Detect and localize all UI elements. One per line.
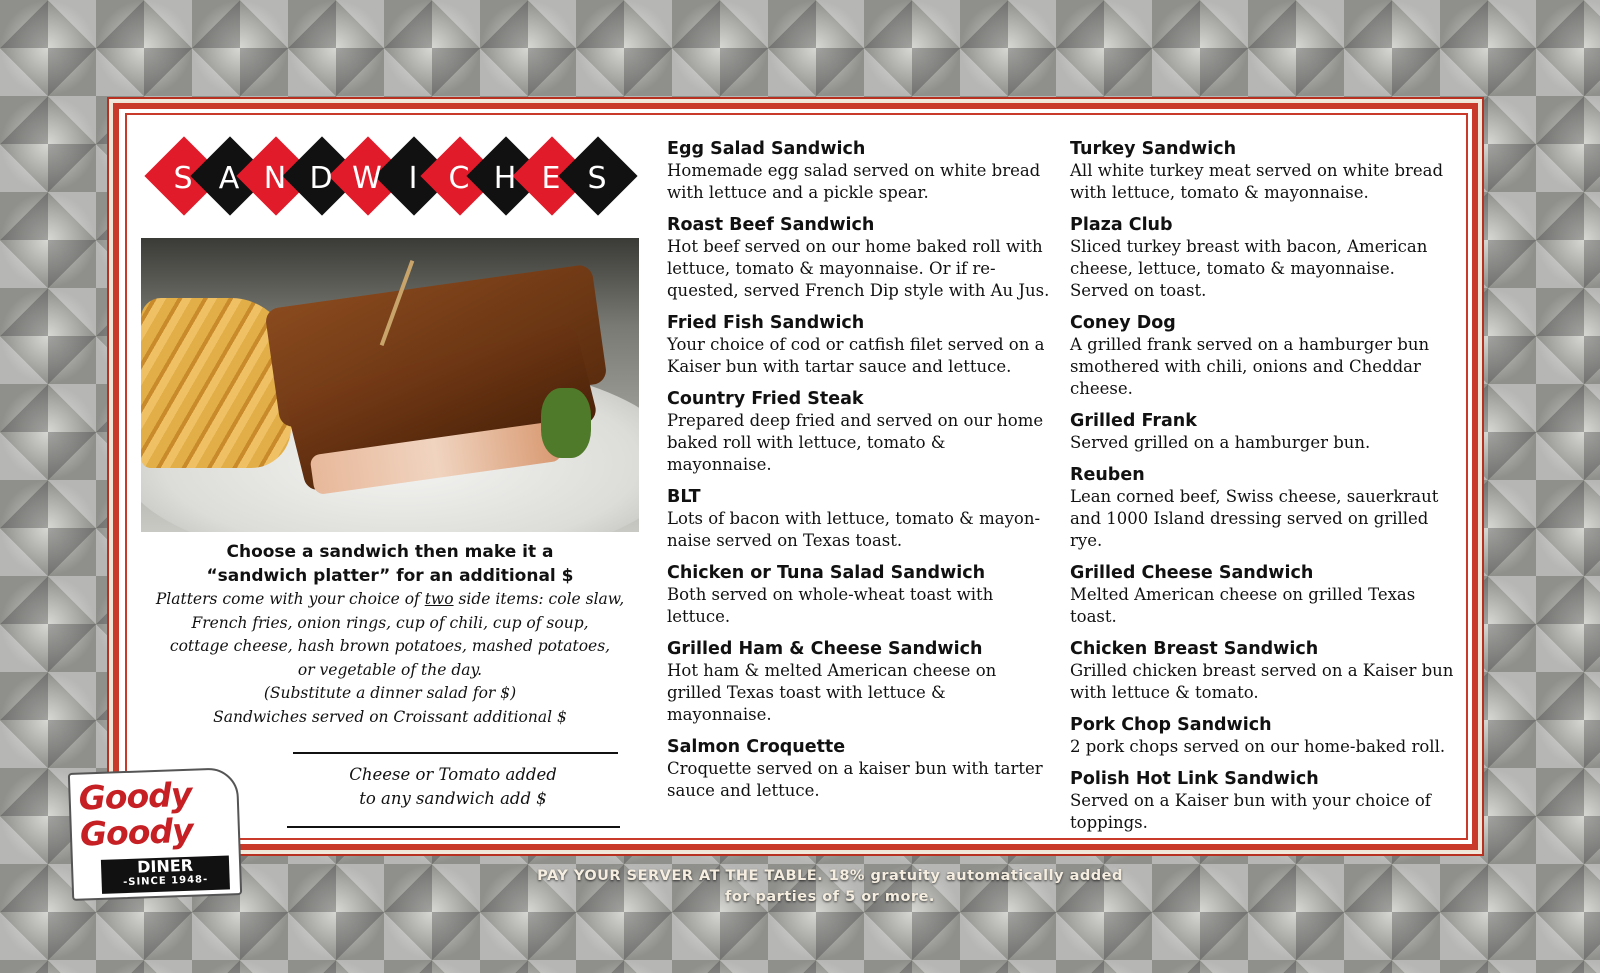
- platter-line-3: cottage cheese, hash brown potatoes, mashed potatoes,: [169, 637, 611, 655]
- banner-letter: H: [493, 161, 517, 196]
- menu-item: [1070, 715, 1455, 758]
- banner-letter: S: [587, 161, 607, 196]
- logo-diner-text: DINER: [136, 855, 194, 877]
- sandwiches-banner: [148, 142, 628, 216]
- menu-item-description: A grilled frank served on a hamburger bun smothered with chili, onions and Cheddar cheese.: [1070, 335, 1430, 398]
- menu-item-name: Grilled Frank: [1070, 411, 1197, 431]
- menu-item-description: Sliced turkey breast with bacon, American cheese, lettuce, tomato & mayonnaise. Served on toast.: [1070, 237, 1428, 300]
- banner-letter: I: [408, 161, 418, 196]
- platter-emphasis: two: [424, 590, 454, 608]
- menu-item-name: Polish Hot Link Sandwich: [1070, 769, 1319, 789]
- menu-item-description: Croquette served on a kaiser bun with tarter sauce and lettuce.: [667, 759, 1043, 800]
- banner-letter: S: [173, 161, 193, 196]
- menu-item-name: Fried Fish Sandwich: [667, 313, 865, 333]
- menu-item-name: BLT: [667, 487, 701, 507]
- platter-line-6: Sandwiches served on Croissant additional $: [213, 707, 567, 726]
- payment-notice-line-2: for parties of 5 or more.: [725, 889, 935, 905]
- menu-item-name: Reuben: [1070, 465, 1145, 485]
- menu-item: [1070, 769, 1455, 834]
- menu-item: [1070, 313, 1455, 400]
- menu-item-description: Served grilled on a hamburger bun.: [1070, 433, 1371, 452]
- menu-item-name: Country Fried Steak: [667, 389, 864, 409]
- banner-letter: D: [309, 161, 333, 196]
- menu-item: [667, 737, 1052, 802]
- menu-item: [667, 215, 1052, 302]
- banner-letter: N: [263, 161, 287, 196]
- divider-bottom: [287, 826, 620, 828]
- menu-item-description: Lean corned beef, Swiss cheese, sauerkraut and 1000 Island dressing served on grilled rye.: [1070, 487, 1439, 550]
- platter-text: side items: cole slaw,: [453, 590, 625, 608]
- goody-goody-diner-logo: [68, 767, 242, 901]
- menu-item-description: Both served on whole-wheat toast with lettuce.: [667, 585, 994, 626]
- platter-text: Platters come with your choice of: [155, 590, 425, 608]
- menu-item: [1070, 215, 1455, 302]
- banner-letter: E: [541, 161, 561, 196]
- menu-item-description: Hot ham & melted American cheese on grilled Texas toast with lettuce & mayonnaise.: [667, 661, 997, 724]
- platter-info: [141, 540, 639, 729]
- menu-item-description: All white turkey meat served on white bread with lettuce, tomato & mayonnaise.: [1070, 161, 1444, 202]
- menu-item-name: Chicken or Tuna Salad Sandwich: [667, 563, 986, 583]
- logo-word-2: Goody: [79, 810, 194, 854]
- menu-item-description: Homemade egg salad served on white bread with lettuce and a pickle spear.: [667, 161, 1041, 202]
- menu-item: [1070, 563, 1455, 628]
- menu-item: [667, 639, 1052, 726]
- platter-headline-1: Choose a sandwich then make it a: [226, 542, 554, 562]
- menu-item: [1070, 411, 1455, 454]
- logo-diner-plate: [101, 855, 230, 893]
- logo-since-text: -SINCE 1948-: [122, 874, 209, 889]
- menu-item-name: Turkey Sandwich: [1070, 139, 1237, 159]
- menu-item-description: Hot beef served on our home baked roll with lettuce, tomato & mayonnaise. Or if re-quested, served French Dip style with Au Jus.: [667, 237, 1050, 300]
- menu-item: [1070, 639, 1455, 704]
- addon-line-1: Cheese or Tomato added: [349, 765, 557, 784]
- menu-item-description: Your choice of cod or catfish filet served on a Kaiser bun with tartar sauce and lettuce.: [667, 335, 1045, 376]
- platter-line-4: or vegetable of the day.: [297, 660, 483, 679]
- platter-line-2: French fries, onion rings, cup of chili, cup of soup,: [191, 613, 589, 632]
- menu-item: [1070, 465, 1455, 552]
- banner-letter: A: [218, 161, 240, 196]
- menu-item-description: Lots of bacon with lettuce, tomato & mayon-naise served on Texas toast.: [667, 509, 1041, 550]
- menu-item-name: Chicken Breast Sandwich: [1070, 639, 1319, 659]
- addon-line-2: to any sandwich add $: [359, 789, 547, 808]
- banner-letter: W: [352, 161, 382, 196]
- lettuce-shape: [541, 388, 591, 458]
- platter-headline-2: “sandwich platter” for an additional $: [206, 566, 574, 586]
- payment-notice-line-1: PAY YOUR SERVER AT THE TABLE. 18% gratuity automatically added: [537, 868, 1123, 884]
- menu-item-description: Melted American cheese on grilled Texas toast.: [1070, 585, 1416, 626]
- menu-item-name: Grilled Cheese Sandwich: [1070, 563, 1314, 583]
- menu-item-name: Coney Dog: [1070, 313, 1176, 333]
- menu-item: [667, 389, 1052, 476]
- menu-item-name: Egg Salad Sandwich: [667, 139, 866, 159]
- menu-item-description: Prepared deep fried and served on our home baked roll with lettuce, tomato & mayonnaise.: [667, 411, 1044, 474]
- divider-top: [293, 752, 618, 754]
- club-sandwich-photo: [141, 238, 639, 532]
- menu-item-name: Salmon Croquette: [667, 737, 846, 757]
- menu-item-name: Grilled Ham & Cheese Sandwich: [667, 639, 983, 659]
- menu-item: [667, 487, 1052, 552]
- menu-column-2: [1070, 139, 1455, 845]
- menu-item-name: Roast Beef Sandwich: [667, 215, 875, 235]
- menu-item-name: Pork Chop Sandwich: [1070, 715, 1272, 735]
- logo-word-1: Goody: [78, 774, 192, 818]
- menu-item: [667, 563, 1052, 628]
- banner-letter: C: [448, 161, 470, 196]
- platter-line-1: [141, 588, 639, 612]
- menu-item-name: Plaza Club: [1070, 215, 1173, 235]
- menu-item-description: Served on a Kaiser bun with your choice of toppings.: [1070, 791, 1431, 832]
- menu-item: [667, 139, 1052, 204]
- payment-notice: [470, 866, 1190, 908]
- menu-item: [667, 313, 1052, 378]
- platter-line-5: (Substitute a dinner salad for $): [263, 684, 517, 702]
- menu-item-description: Grilled chicken breast served on a Kaiser bun with lettuce & tomato.: [1070, 661, 1454, 702]
- menu-column-1: [667, 139, 1052, 813]
- addon-note: [288, 763, 618, 811]
- menu-item: [1070, 139, 1455, 204]
- menu-item-description: 2 pork chops served on our home-baked roll.: [1070, 737, 1446, 756]
